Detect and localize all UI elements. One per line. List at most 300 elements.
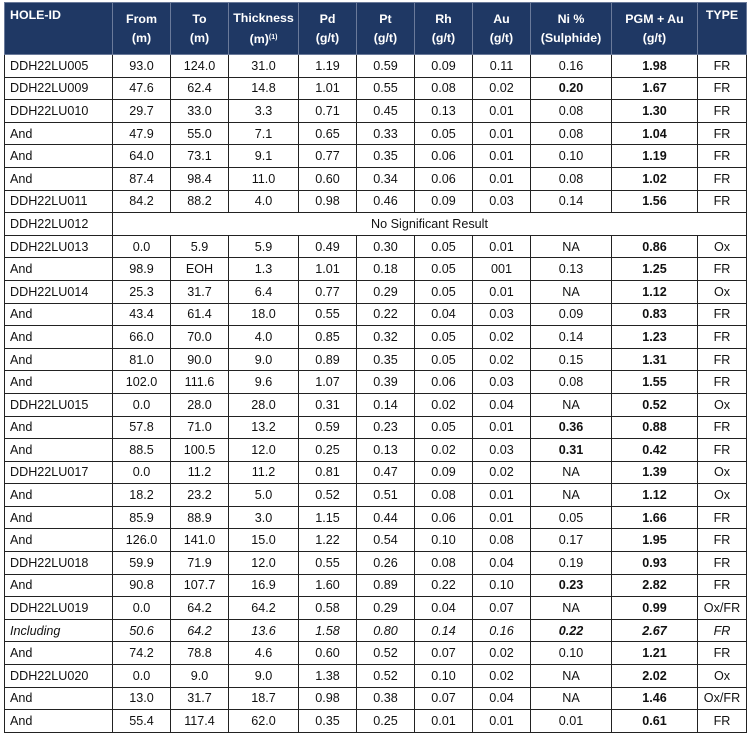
cell-to: 73.1 bbox=[171, 145, 229, 168]
header-au-label: Au bbox=[493, 11, 510, 26]
cell-pgm-au: 1.31 bbox=[612, 348, 698, 371]
header-ni bbox=[531, 3, 612, 55]
table-row bbox=[5, 258, 747, 281]
cell-pt: 0.14 bbox=[357, 393, 415, 416]
cell-to: 9.0 bbox=[171, 665, 229, 688]
table-row bbox=[5, 574, 747, 597]
cell-pd: 1.58 bbox=[299, 619, 357, 642]
cell-thickness: 11.0 bbox=[229, 167, 299, 190]
cell-hole-id: And bbox=[5, 710, 113, 733]
cell-au: 0.08 bbox=[473, 529, 531, 552]
cell-au: 0.01 bbox=[473, 122, 531, 145]
cell-hole-id: DDH22LU011 bbox=[5, 190, 113, 213]
cell-ni: NA bbox=[531, 484, 612, 507]
cell-pt: 0.54 bbox=[357, 529, 415, 552]
cell-au: 0.02 bbox=[473, 348, 531, 371]
table-row bbox=[5, 190, 747, 213]
table-row bbox=[5, 235, 747, 258]
results-table-container bbox=[4, 2, 747, 733]
cell-au: 0.02 bbox=[473, 461, 531, 484]
cell-pd: 0.52 bbox=[299, 484, 357, 507]
cell-thickness: 16.9 bbox=[229, 574, 299, 597]
cell-from: 64.0 bbox=[113, 145, 171, 168]
cell-hole-id: Including bbox=[5, 619, 113, 642]
cell-pt: 0.55 bbox=[357, 77, 415, 100]
cell-from: 59.9 bbox=[113, 552, 171, 575]
cell-pgm-au: 1.23 bbox=[612, 326, 698, 349]
cell-to: 71.0 bbox=[171, 416, 229, 439]
cell-ni: 0.14 bbox=[531, 190, 612, 213]
cell-pt: 0.22 bbox=[357, 303, 415, 326]
cell-pd: 1.22 bbox=[299, 529, 357, 552]
table-row bbox=[5, 393, 747, 416]
cell-to: 100.5 bbox=[171, 439, 229, 462]
cell-rh: 0.10 bbox=[415, 665, 473, 688]
header-rh-label: Rh bbox=[435, 11, 452, 26]
cell-thickness: 7.1 bbox=[229, 122, 299, 145]
cell-hole-id: DDH22LU005 bbox=[5, 55, 113, 78]
cell-type: FR bbox=[698, 529, 747, 552]
cell-pt: 0.46 bbox=[357, 190, 415, 213]
cell-pt: 0.89 bbox=[357, 574, 415, 597]
cell-thickness: 12.0 bbox=[229, 552, 299, 575]
cell-rh: 0.05 bbox=[415, 416, 473, 439]
cell-hole-id: DDH22LU012 bbox=[5, 213, 113, 236]
cell-pd: 0.60 bbox=[299, 167, 357, 190]
cell-au: 0.03 bbox=[473, 439, 531, 462]
cell-rh: 0.08 bbox=[415, 552, 473, 575]
cell-thickness: 64.2 bbox=[229, 597, 299, 620]
cell-pt: 0.80 bbox=[357, 619, 415, 642]
cell-pd: 1.60 bbox=[299, 574, 357, 597]
cell-au: 0.04 bbox=[473, 687, 531, 710]
cell-thickness: 62.0 bbox=[229, 710, 299, 733]
cell-au: 0.02 bbox=[473, 665, 531, 688]
cell-au: 0.01 bbox=[473, 235, 531, 258]
cell-rh: 0.02 bbox=[415, 393, 473, 416]
cell-ni: 0.08 bbox=[531, 167, 612, 190]
cell-thickness: 5.0 bbox=[229, 484, 299, 507]
cell-pt: 0.32 bbox=[357, 326, 415, 349]
cell-note: No Significant Result bbox=[113, 213, 747, 236]
cell-type: Ox/FR bbox=[698, 687, 747, 710]
cell-pgm-au: 1.55 bbox=[612, 371, 698, 394]
table-row bbox=[5, 642, 747, 665]
cell-type: Ox bbox=[698, 461, 747, 484]
table-row bbox=[5, 710, 747, 733]
cell-to: 98.4 bbox=[171, 167, 229, 190]
cell-thickness: 18.0 bbox=[229, 303, 299, 326]
table-row bbox=[5, 100, 747, 123]
header-thickness-footnote: (1) bbox=[268, 33, 278, 41]
cell-type: FR bbox=[698, 258, 747, 281]
cell-type: FR bbox=[698, 416, 747, 439]
cell-pd: 0.55 bbox=[299, 552, 357, 575]
cell-from: 66.0 bbox=[113, 326, 171, 349]
cell-type: Ox/FR bbox=[698, 597, 747, 620]
cell-ni: 0.17 bbox=[531, 529, 612, 552]
cell-pgm-au: 1.95 bbox=[612, 529, 698, 552]
cell-rh: 0.09 bbox=[415, 55, 473, 78]
cell-hole-id: And bbox=[5, 258, 113, 281]
cell-rh: 0.13 bbox=[415, 100, 473, 123]
cell-hole-id: DDH22LU010 bbox=[5, 100, 113, 123]
cell-hole-id: DDH22LU015 bbox=[5, 393, 113, 416]
cell-ni: 0.10 bbox=[531, 642, 612, 665]
cell-to: 11.2 bbox=[171, 461, 229, 484]
cell-pd: 1.07 bbox=[299, 371, 357, 394]
cell-from: 25.3 bbox=[113, 280, 171, 303]
cell-thickness: 18.7 bbox=[229, 687, 299, 710]
cell-from: 29.7 bbox=[113, 100, 171, 123]
cell-au: 0.01 bbox=[473, 484, 531, 507]
cell-rh: 0.22 bbox=[415, 574, 473, 597]
cell-pd: 0.98 bbox=[299, 190, 357, 213]
cell-hole-id: And bbox=[5, 687, 113, 710]
cell-pgm-au: 2.02 bbox=[612, 665, 698, 688]
cell-to: 90.0 bbox=[171, 348, 229, 371]
cell-pgm-au: 1.66 bbox=[612, 506, 698, 529]
cell-pgm-au: 2.67 bbox=[612, 619, 698, 642]
header-pt-label: Pt bbox=[379, 11, 392, 26]
cell-rh: 0.05 bbox=[415, 258, 473, 281]
cell-ni: 0.08 bbox=[531, 371, 612, 394]
cell-ni: NA bbox=[531, 461, 612, 484]
cell-hole-id: And bbox=[5, 642, 113, 665]
cell-type: FR bbox=[698, 303, 747, 326]
cell-rh: 0.14 bbox=[415, 619, 473, 642]
cell-rh: 0.09 bbox=[415, 190, 473, 213]
cell-hole-id: And bbox=[5, 122, 113, 145]
cell-pgm-au: 1.25 bbox=[612, 258, 698, 281]
cell-pd: 0.98 bbox=[299, 687, 357, 710]
table-row bbox=[5, 484, 747, 507]
cell-rh: 0.05 bbox=[415, 348, 473, 371]
cell-pd: 0.77 bbox=[299, 280, 357, 303]
cell-from: 0.0 bbox=[113, 393, 171, 416]
cell-pd: 0.58 bbox=[299, 597, 357, 620]
cell-thickness: 3.0 bbox=[229, 506, 299, 529]
cell-from: 0.0 bbox=[113, 461, 171, 484]
cell-ni: 0.36 bbox=[531, 416, 612, 439]
cell-thickness: 3.3 bbox=[229, 100, 299, 123]
cell-from: 47.9 bbox=[113, 122, 171, 145]
cell-hole-id: And bbox=[5, 167, 113, 190]
table-row bbox=[5, 619, 747, 642]
cell-rh: 0.05 bbox=[415, 326, 473, 349]
cell-pd: 1.19 bbox=[299, 55, 357, 78]
header-rh bbox=[415, 3, 473, 55]
cell-ni: NA bbox=[531, 665, 612, 688]
cell-pgm-au: 1.39 bbox=[612, 461, 698, 484]
cell-pgm-au: 0.86 bbox=[612, 235, 698, 258]
cell-thickness: 12.0 bbox=[229, 439, 299, 462]
header-from-unit: (m) bbox=[131, 30, 152, 45]
cell-thickness: 9.1 bbox=[229, 145, 299, 168]
cell-au: 0.01 bbox=[473, 280, 531, 303]
cell-from: 0.0 bbox=[113, 597, 171, 620]
header-thickness bbox=[229, 3, 299, 55]
cell-to: 64.2 bbox=[171, 597, 229, 620]
cell-type: FR bbox=[698, 326, 747, 349]
cell-to: 61.4 bbox=[171, 303, 229, 326]
cell-au: 0.01 bbox=[473, 145, 531, 168]
cell-pt: 0.52 bbox=[357, 665, 415, 688]
cell-from: 0.0 bbox=[113, 235, 171, 258]
cell-pgm-au: 1.19 bbox=[612, 145, 698, 168]
cell-pt: 0.13 bbox=[357, 439, 415, 462]
cell-au: 0.02 bbox=[473, 77, 531, 100]
header-pgm-label: PGM + Au bbox=[625, 11, 684, 26]
header-pgm-unit: (g/t) bbox=[642, 30, 667, 45]
cell-to: 107.7 bbox=[171, 574, 229, 597]
cell-au: 0.16 bbox=[473, 619, 531, 642]
cell-pt: 0.51 bbox=[357, 484, 415, 507]
header-pt bbox=[357, 3, 415, 55]
cell-type: Ox bbox=[698, 665, 747, 688]
cell-pd: 0.85 bbox=[299, 326, 357, 349]
cell-from: 88.5 bbox=[113, 439, 171, 462]
cell-rh: 0.01 bbox=[415, 710, 473, 733]
cell-ni: 0.05 bbox=[531, 506, 612, 529]
cell-pd: 1.01 bbox=[299, 258, 357, 281]
cell-hole-id: And bbox=[5, 529, 113, 552]
cell-hole-id: And bbox=[5, 574, 113, 597]
cell-pd: 0.31 bbox=[299, 393, 357, 416]
cell-pt: 0.45 bbox=[357, 100, 415, 123]
table-row bbox=[5, 167, 747, 190]
cell-type: Ox bbox=[698, 484, 747, 507]
cell-hole-id: DDH22LU018 bbox=[5, 552, 113, 575]
cell-pt: 0.35 bbox=[357, 145, 415, 168]
header-pd bbox=[299, 3, 357, 55]
cell-to: EOH bbox=[171, 258, 229, 281]
header-au-unit: (g/t) bbox=[489, 30, 514, 45]
cell-type: FR bbox=[698, 348, 747, 371]
cell-hole-id: And bbox=[5, 348, 113, 371]
cell-from: 87.4 bbox=[113, 167, 171, 190]
cell-from: 126.0 bbox=[113, 529, 171, 552]
cell-au: 0.01 bbox=[473, 710, 531, 733]
cell-to: 78.8 bbox=[171, 642, 229, 665]
cell-from: 102.0 bbox=[113, 371, 171, 394]
cell-pt: 0.30 bbox=[357, 235, 415, 258]
cell-to: 5.9 bbox=[171, 235, 229, 258]
header-to-label: To bbox=[192, 11, 207, 26]
cell-pd: 0.60 bbox=[299, 642, 357, 665]
cell-au: 0.04 bbox=[473, 552, 531, 575]
cell-pd: 1.15 bbox=[299, 506, 357, 529]
cell-thickness: 9.0 bbox=[229, 665, 299, 688]
cell-thickness: 14.8 bbox=[229, 77, 299, 100]
cell-to: 124.0 bbox=[171, 55, 229, 78]
cell-pt: 0.33 bbox=[357, 122, 415, 145]
cell-pt: 0.35 bbox=[357, 348, 415, 371]
table-row bbox=[5, 416, 747, 439]
cell-pd: 0.25 bbox=[299, 439, 357, 462]
cell-au: 0.01 bbox=[473, 506, 531, 529]
cell-au: 0.04 bbox=[473, 393, 531, 416]
cell-thickness: 4.0 bbox=[229, 326, 299, 349]
table-row bbox=[5, 506, 747, 529]
cell-thickness: 4.0 bbox=[229, 190, 299, 213]
cell-au: 0.01 bbox=[473, 167, 531, 190]
cell-pt: 0.38 bbox=[357, 687, 415, 710]
cell-pd: 0.59 bbox=[299, 416, 357, 439]
cell-thickness: 11.2 bbox=[229, 461, 299, 484]
cell-to: 64.2 bbox=[171, 619, 229, 642]
cell-type: FR bbox=[698, 642, 747, 665]
cell-to: 88.9 bbox=[171, 506, 229, 529]
cell-ni: 0.23 bbox=[531, 574, 612, 597]
table-row bbox=[5, 280, 747, 303]
cell-pd: 0.89 bbox=[299, 348, 357, 371]
table-row bbox=[5, 213, 747, 236]
header-pd-label: Pd bbox=[319, 11, 336, 26]
cell-pd: 0.65 bbox=[299, 122, 357, 145]
cell-hole-id: DDH22LU009 bbox=[5, 77, 113, 100]
cell-type: FR bbox=[698, 371, 747, 394]
cell-pd: 0.35 bbox=[299, 710, 357, 733]
cell-pgm-au: 1.04 bbox=[612, 122, 698, 145]
header-pt-unit: (g/t) bbox=[373, 30, 398, 45]
cell-pt: 0.47 bbox=[357, 461, 415, 484]
cell-pgm-au: 1.21 bbox=[612, 642, 698, 665]
table-row bbox=[5, 348, 747, 371]
table-header bbox=[5, 3, 747, 55]
cell-au: 0.03 bbox=[473, 371, 531, 394]
cell-hole-id: DDH22LU014 bbox=[5, 280, 113, 303]
header-type-label: TYPE bbox=[705, 8, 739, 22]
header-thickness-unit: (m) bbox=[249, 31, 269, 46]
table-row bbox=[5, 461, 747, 484]
cell-hole-id: And bbox=[5, 371, 113, 394]
cell-type: FR bbox=[698, 552, 747, 575]
cell-pt: 0.26 bbox=[357, 552, 415, 575]
cell-to: 71.9 bbox=[171, 552, 229, 575]
cell-ni: 0.01 bbox=[531, 710, 612, 733]
header-to bbox=[171, 3, 229, 55]
table-row bbox=[5, 439, 747, 462]
cell-type: FR bbox=[698, 619, 747, 642]
cell-hole-id: And bbox=[5, 303, 113, 326]
header-ni-unit: (Sulphide) bbox=[540, 30, 602, 45]
cell-rh: 0.06 bbox=[415, 371, 473, 394]
cell-hole-id: And bbox=[5, 439, 113, 462]
cell-thickness: 5.9 bbox=[229, 235, 299, 258]
cell-au: 0.07 bbox=[473, 597, 531, 620]
cell-thickness: 31.0 bbox=[229, 55, 299, 78]
cell-hole-id: And bbox=[5, 416, 113, 439]
cell-ni: 0.14 bbox=[531, 326, 612, 349]
header-hole-label: HOLE-ID bbox=[10, 8, 61, 22]
cell-rh: 0.07 bbox=[415, 642, 473, 665]
cell-type: FR bbox=[698, 574, 747, 597]
header-row bbox=[5, 3, 747, 55]
cell-pd: 1.38 bbox=[299, 665, 357, 688]
table-body bbox=[5, 55, 747, 733]
cell-rh: 0.02 bbox=[415, 439, 473, 462]
header-hole-id bbox=[5, 3, 113, 55]
cell-ni: 0.22 bbox=[531, 619, 612, 642]
cell-hole-id: And bbox=[5, 326, 113, 349]
cell-pgm-au: 1.46 bbox=[612, 687, 698, 710]
cell-rh: 0.06 bbox=[415, 506, 473, 529]
cell-pgm-au: 0.61 bbox=[612, 710, 698, 733]
cell-to: 28.0 bbox=[171, 393, 229, 416]
table-row bbox=[5, 597, 747, 620]
cell-pt: 0.34 bbox=[357, 167, 415, 190]
cell-pgm-au: 0.93 bbox=[612, 552, 698, 575]
cell-ni: NA bbox=[531, 687, 612, 710]
cell-pt: 0.59 bbox=[357, 55, 415, 78]
cell-hole-id: DDH22LU020 bbox=[5, 665, 113, 688]
table-row bbox=[5, 552, 747, 575]
cell-rh: 0.06 bbox=[415, 145, 473, 168]
cell-pgm-au: 1.12 bbox=[612, 280, 698, 303]
header-thickness-label: Thickness bbox=[233, 10, 294, 25]
cell-rh: 0.07 bbox=[415, 687, 473, 710]
cell-au: 0.02 bbox=[473, 326, 531, 349]
cell-pt: 0.44 bbox=[357, 506, 415, 529]
cell-from: 0.0 bbox=[113, 665, 171, 688]
cell-au: 0.03 bbox=[473, 190, 531, 213]
table-row bbox=[5, 326, 747, 349]
cell-pgm-au: 1.30 bbox=[612, 100, 698, 123]
cell-thickness: 6.4 bbox=[229, 280, 299, 303]
cell-from: 13.0 bbox=[113, 687, 171, 710]
cell-ni: 0.13 bbox=[531, 258, 612, 281]
cell-from: 81.0 bbox=[113, 348, 171, 371]
cell-pt: 0.39 bbox=[357, 371, 415, 394]
cell-from: 57.8 bbox=[113, 416, 171, 439]
cell-pgm-au: 2.82 bbox=[612, 574, 698, 597]
cell-to: 23.2 bbox=[171, 484, 229, 507]
cell-rh: 0.08 bbox=[415, 484, 473, 507]
cell-type: FR bbox=[698, 506, 747, 529]
cell-hole-id: DDH22LU019 bbox=[5, 597, 113, 620]
cell-to: 70.0 bbox=[171, 326, 229, 349]
table-row bbox=[5, 665, 747, 688]
cell-from: 74.2 bbox=[113, 642, 171, 665]
cell-type: FR bbox=[698, 77, 747, 100]
cell-type: Ox bbox=[698, 393, 747, 416]
cell-to: 88.2 bbox=[171, 190, 229, 213]
cell-from: 50.6 bbox=[113, 619, 171, 642]
cell-ni: 0.08 bbox=[531, 100, 612, 123]
table-row bbox=[5, 77, 747, 100]
cell-thickness: 13.6 bbox=[229, 619, 299, 642]
header-from bbox=[113, 3, 171, 55]
cell-to: 141.0 bbox=[171, 529, 229, 552]
table-row bbox=[5, 371, 747, 394]
header-pd-unit: (g/t) bbox=[315, 30, 340, 45]
cell-au: 0.11 bbox=[473, 55, 531, 78]
header-type bbox=[698, 3, 747, 55]
table-row bbox=[5, 145, 747, 168]
cell-ni: 0.09 bbox=[531, 303, 612, 326]
header-au bbox=[473, 3, 531, 55]
cell-thickness: 1.3 bbox=[229, 258, 299, 281]
cell-thickness: 15.0 bbox=[229, 529, 299, 552]
cell-to: 33.0 bbox=[171, 100, 229, 123]
cell-pgm-au: 1.56 bbox=[612, 190, 698, 213]
cell-rh: 0.06 bbox=[415, 167, 473, 190]
cell-pt: 0.23 bbox=[357, 416, 415, 439]
header-from-label: From bbox=[126, 11, 157, 26]
header-rh-unit: (g/t) bbox=[431, 30, 456, 45]
drill-results-table bbox=[4, 2, 747, 733]
